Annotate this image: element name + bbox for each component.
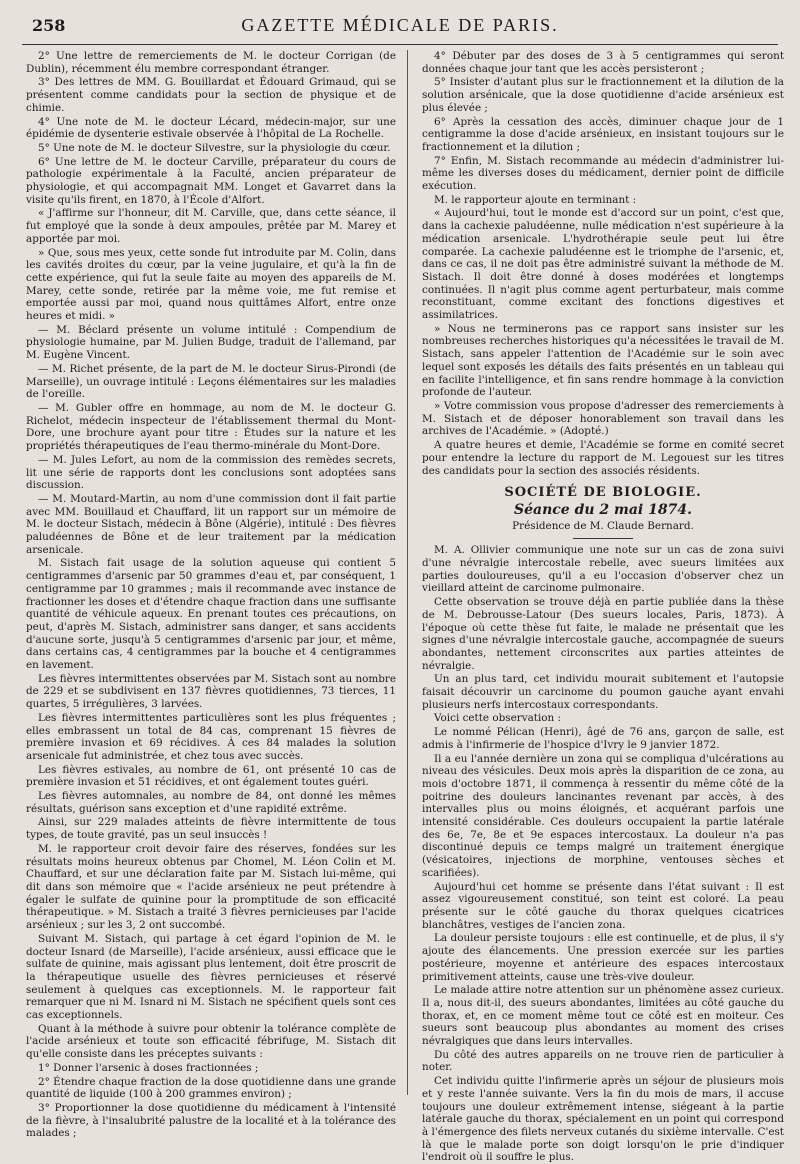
paragraph: Suivant M. Sistach, qui partage à cet égard l'opinion de M. le docteur Isnard (de Marseille), l'acide arsénieux, aussi efficace que le sulfate de quinine, mais agissant plus lentement, doit être proscrit de la thérapeutique usuelle des fièvres pernicieuses et réservé seulement à quelques cas exceptionnels. M. le rapporteur fait remarquer que ni M. Isnard ni M. Sistach ne spécifient quels sont ces cas exceptionnels. (26, 932, 396, 1022)
paragraph: 6° Après la cessation des accès, diminuer chaque jour de 1 centigramme la dose d'acide arsénieux, en insistant toujours sur le fractionnement et la dilution ; (422, 115, 784, 153)
paragraph: A quatre heures et demie, l'Académie se forme en comité secret pour entendre la lecture du rapport de M. Legouest sur les titres des candidats pour la section des associés résidents. (422, 439, 784, 477)
paragraph: 5° Une note de M. le docteur Silvestre, sur la physiologie du cœur. (38, 141, 391, 154)
paragraph: Voici cette observation : (434, 712, 562, 725)
paragraph: 4° Débuter par des doses de 3 à 5 centigrammes qui seront données chaque jour tant que les accès persisteront ; (422, 50, 784, 75)
heading-rule (573, 538, 633, 539)
paragraph: 3° Proportionner la dose quotidienne du médicament à l'intensité de la fièvre, à l'insalubrité palustre de la localité et à la tolérance des malades ; (26, 1101, 396, 1140)
page-header (22, 14, 778, 45)
presidency-line: Présidence de M. Claude Bernard. (512, 519, 694, 532)
paragraph: — M. Moutard-Martin, au nom d'une commission dont il fait partie avec MM. Bouillaud et Chauffard, lit un rapport sur un mémoire de M. le docteur Sistach, médecin à Bône (Algérie), intitulé : Des fièvres paludéennes de Bône et de leur traitement par la médication arsenicale. (26, 492, 396, 556)
paragraph: M. le rapporteur croit devoir faire des réserves, fondées sur les résultats moins heureux obtenus par Chomel, M. Léon Colin et M. Chauffard, et sur une déclaration faite par M. Sistach lui-même, qui dit dans son mémoire que « l'acide arsénieux ne peut prétendre à égaler le sulfate de quinine pour la promptitude de son efficacité thérapeutique. » M. Sistach a traité 3 fièvres pernicieuses par l'acide arsénieux ; sur les 3, 2 ont succombé. (26, 842, 396, 932)
column-divider (407, 50, 408, 1095)
paragraph: Cette observation se trouve déjà en partie publiée dans la thèse de M. Debrousse-Latour (Des sueurs locales, Paris, 1873). À l'époque où cette thèse fut faite, le malade ne présentait que les signes d'une névralgie intercostale gauche, accompagnée de sueurs abondantes, nettement circonscrites aux parties atteintes de névralgie. (422, 596, 784, 672)
paragraph: « J'affirme sur l'honneur, dit M. Carville, que, dans cette séance, il fut employé que la sonde à deux ampoules, prêtée par M. Marey et apportée par moi. (26, 207, 396, 245)
paragraph: 7° Enfin, M. Sistach recommande au médecin d'administrer lui-même les diverses doses du médicament, dernier point de difficile exécution. (422, 154, 784, 193)
paragraph: M. le rapporteur ajoute en terminant : (434, 193, 637, 206)
paragraph: » Nous ne terminerons pas ce rapport sans insister sur les nombreuses recherches historiques qu'a nécessitées le travail de M. Sistach, sans appeler l'attention de l'Académie sur le soin avec lequel sont exposés les détails des faits présentés en un tableau qui en facilite l'intelligence, et fin sans rendre hommage à la conviction profonde de l'auteur. (422, 322, 784, 399)
paragraph: 3° Des lettres de MM. G. Bouillardat et Édouard Grimaud, qui se présentent comme candidats pour la section de physique et de chimie. (26, 76, 396, 114)
journal-title: GAZETTE MÉDICALE DE PARIS. (241, 15, 559, 35)
paragraph: — M. Gubler offre en hommage, au nom de M. le docteur G. Richelot, médecin inspecteur de l'établissement thermal du Mont-Dore, une brochure ayant pour titre : Études sur la nature et les propriétés thérapeutiques de l'eau thermo-minérale du Mont-Dore. (26, 401, 396, 453)
paragraph: Le malade attire notre attention sur un phénomène assez curieux. Il a, nous dit-il, des sueurs abondantes, limitées au côté gauche du thorax, et, en ce moment même tout ce côté est en moiteur. Ces sueurs sont beaucoup plus abondantes au moment des crises névralgiques que dans leurs intervalles. (422, 984, 784, 1048)
paragraph: 5° Insister d'autant plus sur le fractionnement et la dilution de la solution arsénicale, que la dose quotidienne d'acide arsénieux est plus élevée ; (422, 76, 784, 114)
paragraph: Cet individu quitte l'infirmerie après un séjour de plusieurs mois et y reste l'année suivante. Vers la fin du mois de mars, il accuse toujours une douleur extrêmement intense, siégeant à la partie latérale gauche du thorax, spécialement en un point qui correspond à l'émergence des filets nerveux cutanés du sixième intervalle. C'est là que le malade porte son doigt lorsqu'on le prie d'indiquer l'endroit où il souffre le plus. (422, 1075, 784, 1164)
paragraph: Les fièvres intermittentes particulières sont les plus fréquentes ; elles embrassent un total de 84 cas, comprenant 15 fièvres de première invasion et 69 récidives. À ces 84 malades la solution arsenicale fut administrée, et chez tous avec succès. (26, 711, 396, 762)
paragraph: 1° Donner l'arsenic à doses fractionnées ; (38, 1061, 259, 1074)
paragraph: Les fièvres intermittentes observées par M. Sistach sont au nombre de 229 et se subdivisent en 137 fièvres quotidiennes, 73 tierces, 11 quartes, 5 irrégulières, 3 larvées. (26, 672, 397, 711)
right-column (422, 50, 784, 1164)
page-number: 258 (32, 16, 66, 35)
paragraph: Le nommé Pélican (Henri), âgé de 76 ans, garçon de salle, est admis à l'infirmerie de l'hospice d'Ivry le 9 janvier 1872. (422, 726, 784, 751)
paragraph: » Que, sous mes yeux, cette sonde fut introduite par M. Colin, dans les cavités droites du cœur, par la veine jugulaire, et qu'à la fin de cette expérience, qui fut la seule faite au moyen des appareils de M. Marey, cette sonde, retirée par la même voie, me fut remise et emportée aussi par moi, quand nous quittâmes Alfort, entre onze heures et midi. » (26, 246, 396, 323)
paragraph: 2° Étendre chaque fraction de la dose quotidienne dans une grande quantité de liquide (100 à 200 grammes environ) ; (26, 1075, 396, 1101)
paragraph: Ainsi, sur 229 malades atteints de fièvre intermittente de tous types, de toute gravité, pas un seul insuccès ! (26, 816, 396, 842)
paragraph: Il a eu l'année dernière un zona qui se compliqua d'ulcérations au niveau des vésicules. Deux mois après la disparition de ce zona, au mois d'octobre 1871, il commença à ressentir du même côté de la poitrine des douleurs lancinantes revenant par accès, à des intervalles plus ou moins éloignés, et acquérant parfois une intensité considérable. Ces douleurs occupaient la partie latérale des 6e, 7e, 8e et 9e espaces intercostaux. La douleur n'a pas discontinué depuis ce temps malgré un traitement énergique (vésicatoires, injections de morphine, ventouses sèches et scarifiées). (422, 752, 784, 879)
paragraph: 4° Une note de M. le docteur Lécard, médecin-major, sur une épidémie de dysenterie estivale observée à l'hôpital de La Rochelle. (26, 115, 396, 141)
paragraph: « Aujourd'hui, tout le monde est d'accord sur un point, c'est que, dans la cachexie paludéenne, nulle médication n'est supérieure à la médication arsenicale. L'hydrothérapie seule peut lui être comparée. La cachexie paludéenne est le triomphe de l'arsenic, et, dans ce cas, il ne doit pas être administré suivant la méthode de M. Sistach. Il doit être donné à doses modérées et longtemps continuées. Il n'agit plus comme agent perturbateur, mais comme reconstituant, comme excitant des fonctions digestives et assimilatrices. (422, 207, 784, 322)
paragraph: Du côté des autres appareils on ne trouve rien de particulier à noter. (422, 1048, 784, 1074)
paragraph: Un an plus tard, cet individu mourait subitement et l'autopsie faisait découvrir un carcinome du poumon gauche ayant envahi plusieurs nerfs intercostaux correspondants. (422, 673, 784, 711)
paragraph: — M. Béclard présente un volume intitulé : Compendium de physiologie humaine, par M. Julien Budge, traduit de l'allemand, par M. Eugène Vincent. (26, 323, 396, 362)
paragraph: La douleur persiste toujours : elle est continuelle, et de plus, il s'y ajoute des élancements. Une pression exercée sur les parties postérieure, moyenne et antérieure des espaces intercostaux primitivement atteints, cause une très-vive douleur. (422, 932, 784, 983)
right-column-top (422, 50, 784, 477)
paragraph: 6° Une lettre de M. le docteur Carville, préparateur du cours de pathologie expérimentale à la Faculté, ancien préparateur de physiologie, et qui accompagnait MM. Longet et Gavarret dans la visite qu'ils firent, en 1870, à l'École d'Alfort. (26, 155, 396, 206)
society-heading: SOCIÉTÉ DE BIOLOGIE. (504, 485, 702, 501)
paragraph: M. A. Ollivier communique une note sur un cas de zona suivi d'une névralgie intercostale rebelle, avec sueurs limitées aux parties douloureuses, qu'il a eu l'occasion d'observer chez un vieillard atteint de carcinome pulmonaire. (422, 544, 784, 595)
paragraph: » Votre commission vous propose d'adresser des remerciements à M. Sistach et de déposer honorablement son travail dans les archives de l'Académie. » (Adopté.) (422, 399, 784, 438)
paragraph: Quant à la méthode à suivre pour obtenir la tolérance complète de l'acide arsénieux et toute son efficacité fébrifuge, M. Sistach dit qu'elle consiste dans les préceptes suivants : (26, 1022, 396, 1061)
paragraph: M. Sistach fait usage de la solution aqueuse qui contient 5 centigrammes d'arsenic par 50 grammes d'eau et, par conséquent, 1 centigramme par 10 grammes ; mais il recommande avec instance de fractionner les doses et d'étendre chaque fraction dans une suffisante quantité de véhicule aqueux. En prenant toutes ces précautions, on peut, d'après M. Sistach, administrer sans danger, et sans accidents d'aucune sorte, jusqu'à 5 centigrammes d'arsenic par jour, et même, dans certains cas, 4 centigrammes par la bouche et 4 centigrammes en lavement. (26, 557, 396, 672)
paragraph: — M. Richet présente, de la part de M. le docteur Sirus-Pirondi (de Marseille), un ouvrage intitulé : Leçons élémentaires sur les maladies de l'oreille. (26, 362, 396, 401)
right-column-bottom (422, 544, 784, 1164)
left-column (26, 50, 397, 1140)
paragraph: Les fièvres estivales, au nombre de 61, ont présenté 10 cas de première invasion et 51 récidives, et ont également toutes guéri. (26, 763, 396, 789)
session-heading: Séance du 2 mai 1874. (514, 501, 692, 518)
paragraph: 2° Une lettre de remerciements de M. le docteur Corrigan (de Dublin), récemment élu membre correspondant étranger. (26, 50, 396, 75)
paragraph: — M. Jules Lefort, au nom de la commission des remèdes secrets, lit une série de rapports dont les conclusions sont adoptées sans discussion. (26, 453, 396, 492)
paragraph: Aujourd'hui cet homme se présente dans l'état suivant : Il est assez vigoureusement constitué, son teint est coloré. La peau présente sur le côté gauche du thorax quelques cicatrices blanchâtres, vestiges de l'ancien zona. (422, 880, 784, 931)
paragraph: Les fièvres automnales, au nombre de 84, ont donné les mêmes résultats, guérison sans exception et d'une rapidité extrême. (26, 790, 396, 815)
